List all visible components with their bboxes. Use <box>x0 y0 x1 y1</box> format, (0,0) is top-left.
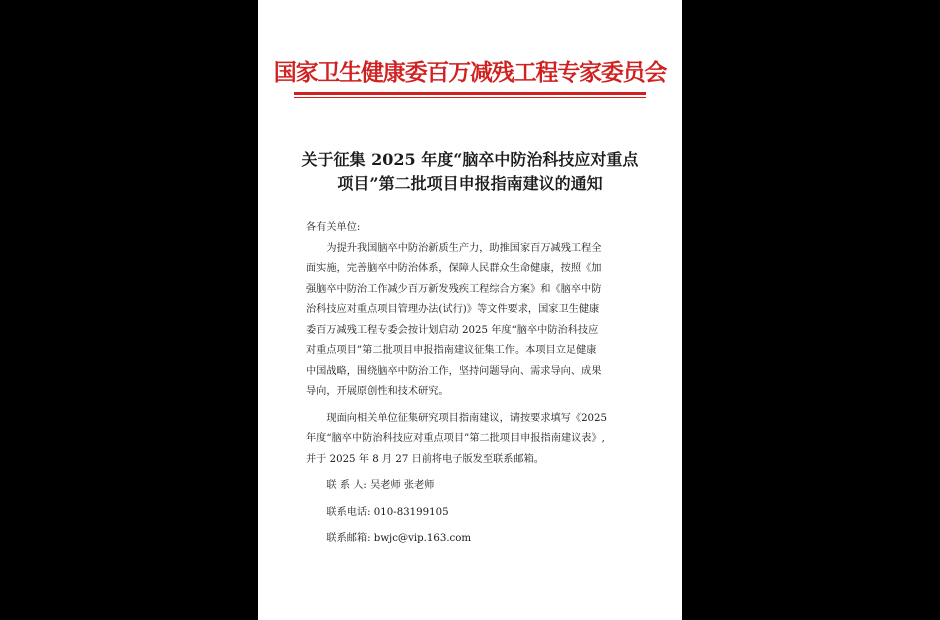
contact-email: 联系邮箱: bwjc@vip.163.com <box>326 533 472 544</box>
notice-title-line: 关于征集 2025 年度“脑卒中防治科技应对重点 <box>301 150 639 169</box>
paragraph-1-line: 面实施，完善脑卒中防治体系，保障人民群众生命健康，按照《加 <box>306 263 602 274</box>
notice-body <box>306 218 636 550</box>
contact-person: 联 系 人: 吴老师 张老师 <box>326 480 435 491</box>
paragraph-1-line: 导向，开展原创性和技术研究。 <box>306 386 449 397</box>
contact-phone: 联系电话: 010-83199105 <box>326 506 449 518</box>
notice-title-line: 项目”第二批项目申报指南建议的通知 <box>337 174 603 193</box>
organization-title: 国家卫生健康委百万减残工程专家委员会 <box>273 59 667 86</box>
paragraph-1-line: 治科技应对重点项目管理办法(试行)》等文件要求，国家卫生健康 <box>306 304 600 315</box>
notice-title <box>258 148 682 196</box>
document-page <box>258 0 682 620</box>
paragraph-2-line: 现面向相关单位征集研究项目指南建议，请按要求填写《2025 <box>326 412 608 424</box>
paragraph-2-line: 年度“脑卒中防治科技应对重点项目”第二批项目申报指南建议表》, <box>306 433 605 444</box>
paragraph-1-line: 强脑卒中防治工作减少百万新发残疾工程综合方案》和《脑卒中防 <box>306 283 602 295</box>
header-rule-thin <box>294 97 646 98</box>
paragraph-1-line: 对重点项目”第二批项目申报指南建议征集工作。本项目立足健康 <box>306 345 597 356</box>
paragraph-1-line: 中国战略，围绕脑卒中防治工作，坚持问题导向、需求导向、成果 <box>306 365 602 377</box>
paragraph-2-line: 并于 2025 年 8 月 27 日前将电子版发至联系邮箱。 <box>306 453 544 465</box>
header-rule-thick <box>294 92 646 95</box>
paragraph-1-line: 为提升我国脑卒中防治新质生产力，助推国家百万减残工程全 <box>326 242 602 254</box>
salutation: 各有关单位: <box>306 222 361 233</box>
paragraph-1-line: 委百万减残工程专委会按计划启动 2025 年度“脑卒中防治科技应 <box>306 324 599 336</box>
